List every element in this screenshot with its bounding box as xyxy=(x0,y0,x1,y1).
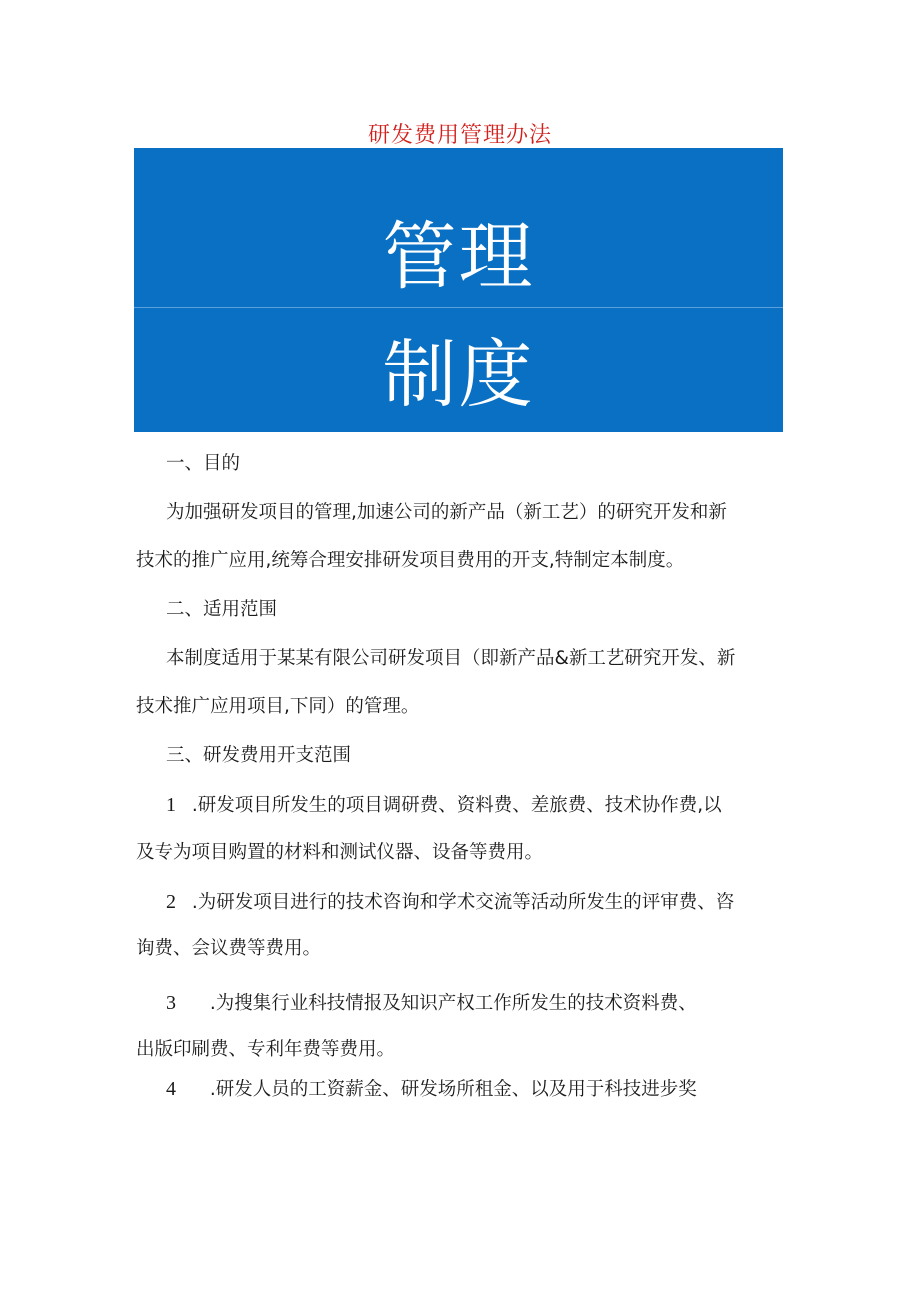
document-title: 研发费用管理办法 xyxy=(367,123,552,148)
paragraph-line: 询费、会议费等费用。 xyxy=(136,938,322,959)
section-heading: 一、目的 xyxy=(166,453,241,474)
list-item xyxy=(166,993,697,1014)
paragraph-line: 出版印刷费、专利年费等费用。 xyxy=(136,1039,396,1060)
banner-line-2: 制度 xyxy=(382,332,535,418)
banner-line-1: 管理 xyxy=(382,214,535,300)
paragraph-line: 技术推广应用项目,下同）的管理。 xyxy=(136,696,420,717)
list-item-number: 3 xyxy=(166,992,176,1014)
paragraph-line: 技术的推广应用,统筹合理安排研发项目费用的开支,特制定本制度。 xyxy=(136,550,685,571)
paragraph-line: 本制度适用于某某有限公司研发项目（即新产品&新工艺研究开发、新 xyxy=(166,648,736,669)
list-item-number: 2 xyxy=(166,891,176,913)
list-item xyxy=(166,892,734,913)
list-item-text: .研发人员的工资薪金、研发场所租金、以及用于科技进步奖 xyxy=(209,1079,697,1100)
section-heading: 二、适用范围 xyxy=(166,599,278,620)
list-item-text: .研发项目所发生的项目调研费、资料费、差旅费、技术协作费,以 xyxy=(191,795,722,816)
paragraph-line: 为加强研发项目的管理,加速公司的新产品（新工艺）的研究开发和新 xyxy=(166,502,727,523)
list-item-number: 4 xyxy=(166,1078,176,1100)
section-heading: 三、研发费用开支范围 xyxy=(166,745,352,766)
title-banner xyxy=(134,148,783,432)
list-item xyxy=(166,795,722,816)
banner-divider xyxy=(134,307,783,308)
list-item-text: .为研发项目进行的技术咨询和学术交流等活动所发生的评审费、咨 xyxy=(191,892,735,913)
paragraph-line: 及专为项目购置的材料和测试仪器、设备等费用。 xyxy=(136,842,544,863)
list-item-text: .为搜集行业科技情报及知识产权工作所发生的技术资料费、 xyxy=(209,993,697,1014)
list-item xyxy=(166,1079,697,1100)
list-item-number: 1 xyxy=(166,794,176,816)
